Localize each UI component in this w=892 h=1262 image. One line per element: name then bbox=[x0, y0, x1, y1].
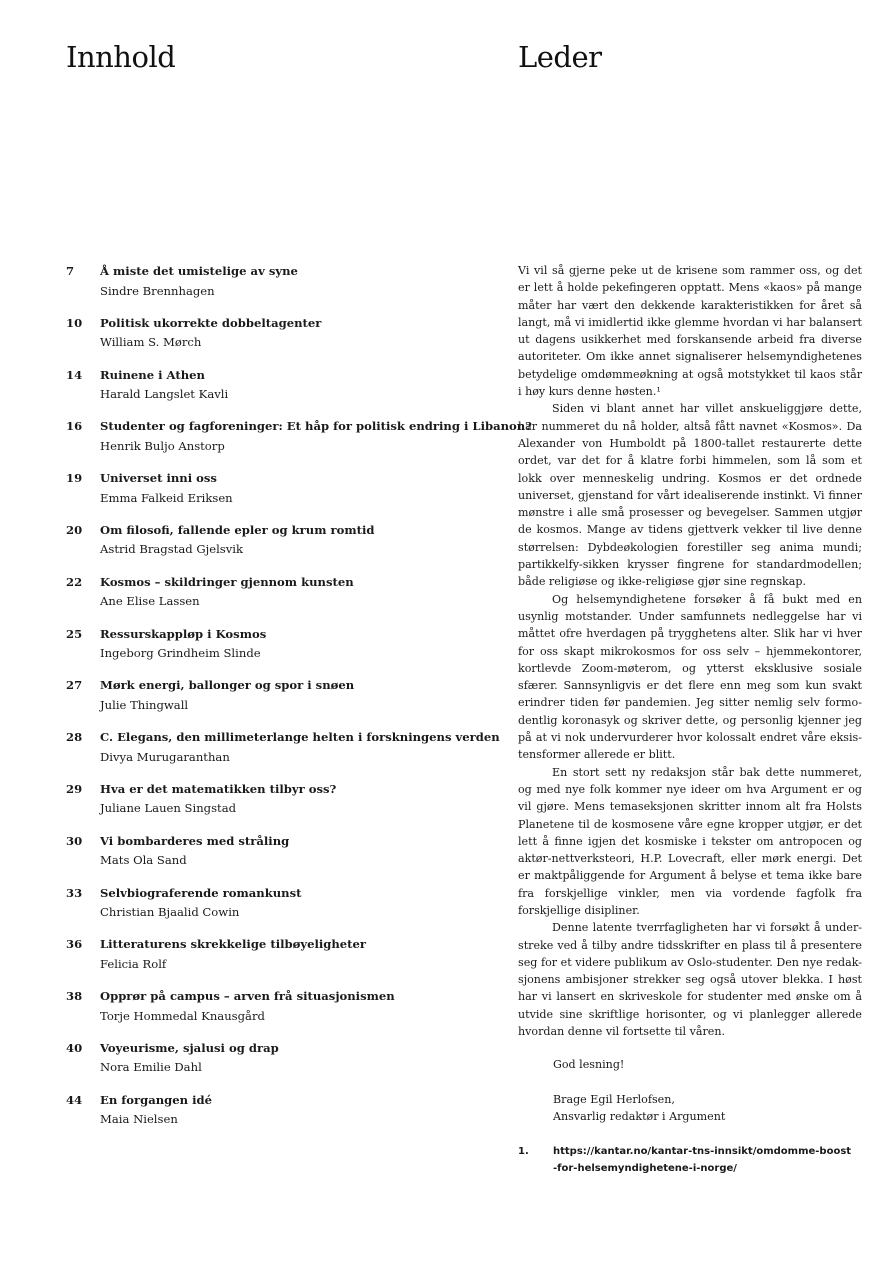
toc-article-author: Juliane Lauen Singstad bbox=[100, 801, 237, 816]
toc-article-title: Opprør på campus – arven frå situasjonismen bbox=[100, 989, 395, 1004]
toc-article-title: Voyeurisme, sjalusi og drap bbox=[100, 1040, 279, 1055]
toc-page-number: 16 bbox=[66, 419, 83, 434]
toc-page-number: 38 bbox=[66, 989, 83, 1004]
toc-article-author: Astrid Bragstad Gjelsvik bbox=[100, 542, 244, 557]
toc-page-number: 28 bbox=[66, 730, 83, 745]
toc-article-title: Vi bombarderes med stråling bbox=[100, 833, 290, 848]
signature-title: Ansvarlig redaktør i Argument bbox=[553, 1110, 726, 1123]
editorial-paragraph: Denne latente tverrfagligheten har vi forsøkt å under-streke ved å tilby andre tidsskrifter en plass til å presentere seg for et videre publikum av Oslo-studenter. Den nye redak-sjonens ambisjoner strekker seg også utover blekka. I høst har vi lansert en skriveskole for studenter med ønske om å utvide sine skriftlige horisonter, og vi planlegger allerede hvordan denne vil fortsette til våren. bbox=[518, 921, 862, 1039]
toc-article-title: Litteraturens skrekkelige tilbøyeligheter bbox=[100, 937, 367, 952]
toc-entry[interactable] bbox=[66, 935, 496, 987]
toc-article-title: Om filosofi, fallende epler og krum romtid bbox=[100, 522, 375, 537]
toc-article-title: Å miste det umistelige av syne bbox=[100, 264, 298, 278]
closing-greeting: God lesning! bbox=[553, 1058, 625, 1071]
toc-page-number: 20 bbox=[66, 522, 83, 537]
toc-article-author: Divya Murugaranthan bbox=[100, 749, 230, 764]
toc-page-number: 40 bbox=[66, 1040, 83, 1055]
toc-entry[interactable] bbox=[66, 1091, 496, 1143]
footnote-link[interactable]: https://kantar.no/kantar-tns-innsikt/omdomme-boost-for-helsemyndighetene-i-norge/ bbox=[553, 1146, 852, 1175]
toc-page-number: 30 bbox=[66, 833, 83, 848]
toc-page-number: 29 bbox=[66, 781, 83, 796]
editorial-paragraph: Og helsemyndighetene forsøker å få bukt med en usynlig motstander. Under samfunnets nedleggelse har vi måttet ofre hverdagen på trygghetens alter. Slik har vi hver for oss skapt mikrokosmos for oss selv – hjemmekontorer, kortlevde Zoom-møterom, og ytterst eksklusive sosiale sfærer. Sannsynligvis er det flere enn meg som kun svakt erindrer tiden før pandemien. Jeg sitter nemlig selv formo-dentlig koronasyk og skriver dette, og personlig kjenner jeg på at vi nok undervurderer hvor kolossalt endret våre eksis-tensformer allerede er blitt. bbox=[518, 592, 862, 762]
table-of-contents bbox=[66, 262, 532, 1143]
editorial-body bbox=[518, 262, 862, 1040]
toc-entry[interactable] bbox=[66, 728, 500, 780]
contents-heading: Innhold bbox=[66, 40, 176, 74]
toc-entry[interactable] bbox=[66, 366, 496, 418]
toc-article-author: Harald Langslet Kavli bbox=[100, 387, 229, 402]
toc-entry[interactable] bbox=[66, 417, 532, 469]
toc-article-title: Ressurskappløp i Kosmos bbox=[100, 626, 267, 641]
toc-article-author: Felicia Rolf bbox=[100, 956, 167, 971]
toc-entry[interactable] bbox=[66, 780, 496, 832]
toc-page-number: 19 bbox=[66, 471, 83, 486]
toc-article-author: Christian Bjaalid Cowin bbox=[100, 905, 240, 920]
toc-page-number: 14 bbox=[66, 367, 83, 382]
toc-article-title: Studenter og fagforeninger: Et håp for politisk endring i Libanon? bbox=[100, 419, 532, 434]
toc-entry[interactable] bbox=[66, 469, 496, 521]
toc-page-number: 33 bbox=[66, 885, 83, 900]
footnote-number: 1. bbox=[518, 1146, 529, 1157]
toc-article-author: Julie Thingwall bbox=[100, 697, 189, 712]
toc-article-author: Emma Falkeid Eriksen bbox=[100, 490, 233, 505]
toc-article-title: En forgangen idé bbox=[100, 1092, 213, 1107]
toc-article-author: William S. Mørch bbox=[100, 335, 202, 350]
toc-article-author: Nora Emilie Dahl bbox=[100, 1060, 202, 1075]
editorial-paragraph: Siden vi blant annet har villet anskueliggjøre dette, har nummeret du nå holder, altså fått navnet «Kosmos». Da Alexander von Humboldt på 1800-tallet restaurerte dette ordet, var det for å klatre forbi himmelen, som lå som et lokk over menneskelig undring. Kosmos er det ordnede universet, gjenstand for vårt idealiserende instinkt. Vi finner mønstre i alle små prosesser og bevegelser. Sammen utgjør de kosmos. Mange av tidens gjettverk vekker til live denne størrelsen: Dybdeøkologien forestiller seg anima mundi; partikkelfy-sikken krysser fingrene for standardmodellen; både religiøse og ikke-religiøse gjør sine regnskap. bbox=[518, 402, 862, 589]
toc-article-author: Ingeborg Grindheim Slinde bbox=[100, 646, 261, 661]
toc-article-title: Mørk energi, ballonger og spor i snøen bbox=[100, 678, 355, 693]
editorial-paragraph: En stort sett ny redaksjon står bak dette nummeret, og med nye folk kommer nye ideer om hva Argument er og vil gjøre. Mens temaseksjonen skritter innom alt fra Holsts Planetene til de kosmosene våre egne kropper utgjør, er det lett å finne igjen det kosmiske i tekster om antropocen og aktør-nettverksteori, H.P. Lovecraft, eller mørk energi. Det er maktpåliggende for Argument å belyse et tema ikke bare fra forskjellige vinkler, men via vordende fagfolk fra forskjellige disipliner. bbox=[518, 765, 862, 917]
toc-page-number: 7 bbox=[66, 264, 75, 278]
toc-entry[interactable] bbox=[66, 676, 496, 728]
toc-article-title: Kosmos – skildringer gjennom kunsten bbox=[100, 574, 354, 589]
toc-entry[interactable] bbox=[66, 521, 496, 573]
toc-article-title: C. Elegans, den millimeterlange helten i forskningens verden bbox=[100, 730, 500, 745]
toc-article-author: Maia Nielsen bbox=[100, 1112, 178, 1127]
editorial-paragraph: Vi vil så gjerne peke ut de krisene som rammer oss, og det er lett å holde pekefingeren opptatt. Mens «kaos» på mange måter har vært den dekkende karakteristikken for året så langt, må vi imidlertid ikke glemme hvordan vi har balansert ut dagens usikkerhet med forskansende arbeid fra diverse autoriteter. Om ikke annet signaliserer helsemyndighetenes betydelige omdømmeøkning at også motstykket til kaos står i høy kurs denne høsten.¹ bbox=[518, 264, 862, 399]
toc-entry[interactable] bbox=[66, 987, 496, 1039]
toc-entry[interactable] bbox=[66, 1039, 496, 1091]
signature-name: Brage Egil Herlofsen, bbox=[553, 1093, 675, 1106]
toc-article-title: Selvbiograferende romankunst bbox=[100, 885, 302, 900]
toc-article-title: Hva er det matematikken tilbyr oss? bbox=[100, 781, 337, 796]
toc-article-title: Universet inni oss bbox=[100, 471, 217, 486]
toc-entry[interactable] bbox=[66, 625, 496, 677]
toc-page-number: 44 bbox=[66, 1092, 83, 1107]
toc-entry[interactable] bbox=[66, 314, 496, 366]
toc-article-author: Sindre Brennhagen bbox=[100, 283, 215, 298]
toc-article-title: Ruinene i Athen bbox=[100, 367, 205, 382]
toc-entry[interactable] bbox=[66, 573, 496, 625]
toc-page-number: 25 bbox=[66, 626, 83, 641]
toc-article-author: Mats Ola Sand bbox=[100, 853, 187, 868]
toc-page-number: 22 bbox=[66, 574, 83, 589]
toc-entry[interactable] bbox=[66, 884, 496, 936]
toc-entry[interactable] bbox=[66, 262, 496, 314]
toc-entry[interactable] bbox=[66, 832, 496, 884]
toc-article-author: Ane Elise Lassen bbox=[100, 594, 200, 609]
toc-page-number: 36 bbox=[66, 937, 83, 952]
toc-article-author: Torje Hommedal Knausgård bbox=[100, 1008, 265, 1023]
editorial-heading: Leder bbox=[518, 40, 602, 74]
toc-page-number: 27 bbox=[66, 678, 83, 693]
toc-page-number: 10 bbox=[66, 315, 83, 330]
toc-article-author: Henrik Buljo Anstorp bbox=[100, 438, 225, 453]
toc-article-title: Politisk ukorrekte dobbeltagenter bbox=[100, 315, 322, 330]
